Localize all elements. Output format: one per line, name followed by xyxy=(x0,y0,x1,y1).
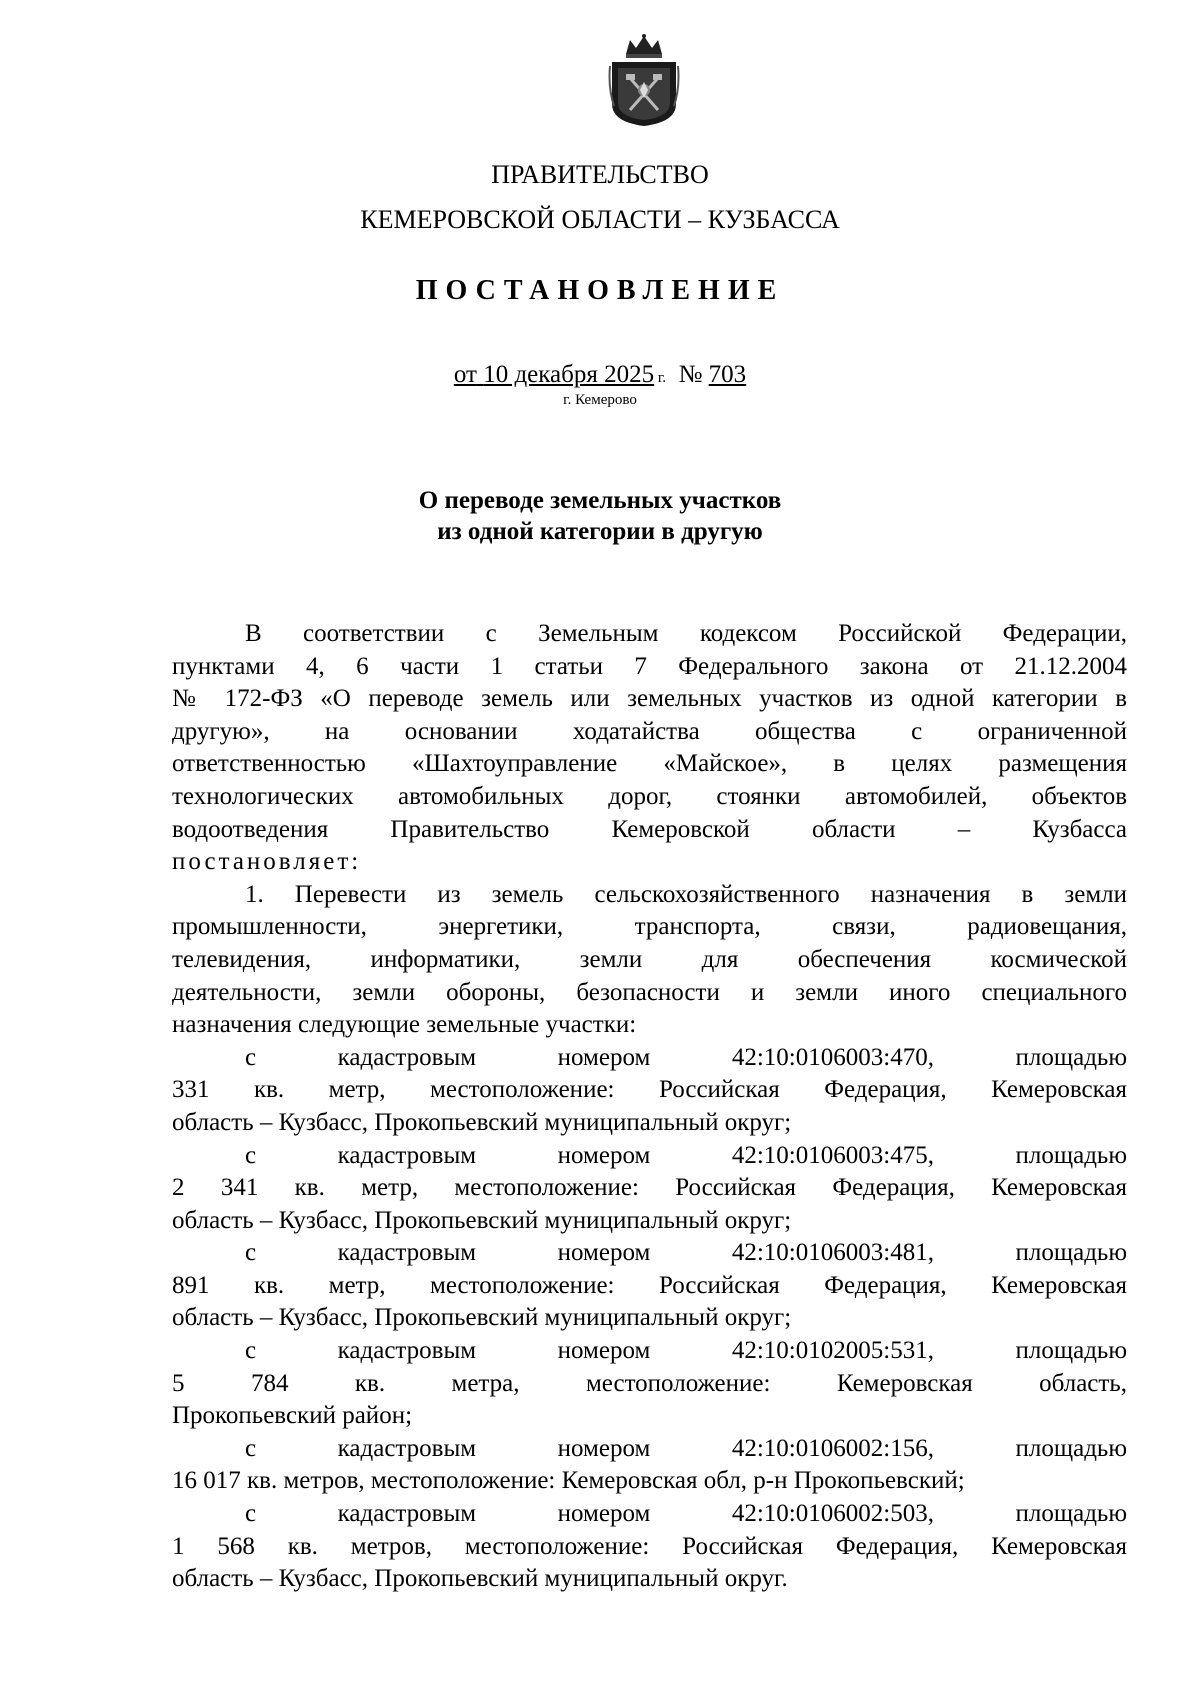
text-line: с кадастровым номером 42:10:0106002:156, площадью xyxy=(245,1434,1127,1462)
text-line: 1. Перевести из земель сельскохозяйственного назначения в земли xyxy=(245,880,1127,908)
text-line: 16 017 кв. метров, местоположение: Кемеровская обл, р-н Прокопьевский; xyxy=(172,1467,965,1495)
text-line: 2 341 кв. метр, местоположение: Российская Федерация, Кемеровская xyxy=(172,1174,1127,1202)
text-line: назначения следующие земельные участки: xyxy=(172,1011,637,1039)
text-line: Прокопьевский район; xyxy=(172,1402,413,1430)
text-line: В соответствии с Земельным кодексом Российской Федерации, xyxy=(245,620,1127,647)
document-date-number xyxy=(0,360,1200,393)
text-line: деятельности, земли обороны, безопасности и земли иного специального xyxy=(172,978,1127,1006)
document-type: ПОСТАНОВЛЕНИЕ xyxy=(415,275,785,306)
text-line: с кадастровым номером 42:10:0106003:481, площадью xyxy=(245,1239,1127,1267)
document-body xyxy=(172,618,1127,1596)
year-suffix: г. xyxy=(657,370,667,386)
text-line: ответственностью «Шахтоуправление «Майское», в целях размещения xyxy=(172,750,1127,778)
document-title xyxy=(0,485,1200,547)
text-line: область – Кузбасс, Прокопьевский муниципальный округ; xyxy=(172,1304,792,1332)
parcel-item xyxy=(172,1140,1127,1238)
parcel-item xyxy=(172,1498,1127,1596)
text-line: другую», на основании ходатайства общества с ограниченной xyxy=(172,717,1127,745)
decree-word: постановляет: xyxy=(172,848,362,876)
text-line: 891 кв. метр, местоположение: Российская Федерация, Кемеровская xyxy=(172,1271,1127,1299)
text-line: с кадастровым номером 42:10:0106003:475, площадью xyxy=(245,1141,1127,1169)
date-prefix: от xyxy=(453,361,477,388)
text-line: с кадастровым номером 42:10:0106002:503, площадью xyxy=(245,1500,1127,1528)
text-line: 5 784 кв. метра, местоположение: Кемеровская область, xyxy=(172,1369,1127,1397)
number-sign: № xyxy=(678,361,703,388)
text-line: технологических автомобильных дорог, стоянки автомобилей, объектов xyxy=(172,782,1127,810)
org-name-line2: КЕМЕРОВСКОЙ ОБЛАСТИ – КУЗБАССА xyxy=(360,205,840,234)
document-number: 703 xyxy=(708,361,747,388)
document-city: г. Кемерово xyxy=(563,392,637,408)
text-line: телевидения, информатики, земли для обеспечения космической xyxy=(172,945,1127,973)
parcel-item xyxy=(172,1237,1127,1335)
text-line: пунктами 4, 6 части 1 статьи 7 Федерального закона от 21.12.2004 xyxy=(172,652,1127,680)
text-line: область – Кузбасс, Прокопьевский муниципальный округ; xyxy=(172,1108,792,1136)
coat-of-arms-icon xyxy=(608,32,680,128)
text-line: область – Кузбасс, Прокопьевский муниципальный округ; xyxy=(172,1206,792,1234)
parcel-item xyxy=(172,1335,1127,1433)
preamble xyxy=(172,618,1127,879)
title-line: из одной категории в другую xyxy=(437,518,763,545)
text-line: с кадастровым номером 42:10:0106003:470, площадью xyxy=(245,1043,1127,1071)
text-line: с кадастровым номером 42:10:0102005:531, площадью xyxy=(245,1337,1127,1365)
text-line: промышленности, энергетики, транспорта, связи, радиовещания, xyxy=(172,913,1127,941)
item-1 xyxy=(172,879,1127,1042)
text-line: водоотведения Правительство Кемеровской области – Кузбасса xyxy=(172,815,1127,843)
parcel-item xyxy=(172,1433,1127,1498)
text-line: 331 кв. метр, местоположение: Российская Федерация, Кемеровская xyxy=(172,1076,1127,1104)
text-line: № 172-ФЗ «О переводе земель или земельных участков из одной категории в xyxy=(172,685,1127,713)
parcel-item xyxy=(172,1042,1127,1140)
text-line: область – Кузбасс, Прокопьевский муниципальный округ. xyxy=(172,1565,788,1593)
org-name-line1: ПРАВИТЕЛЬСТВО xyxy=(491,160,709,189)
title-line: О переводе земельных участков xyxy=(418,487,782,514)
text-line: 1 568 кв. метров, местоположение: Российская Федерация, Кемеровская xyxy=(172,1532,1127,1560)
document-date: 10 декабря 2025 xyxy=(483,361,655,388)
